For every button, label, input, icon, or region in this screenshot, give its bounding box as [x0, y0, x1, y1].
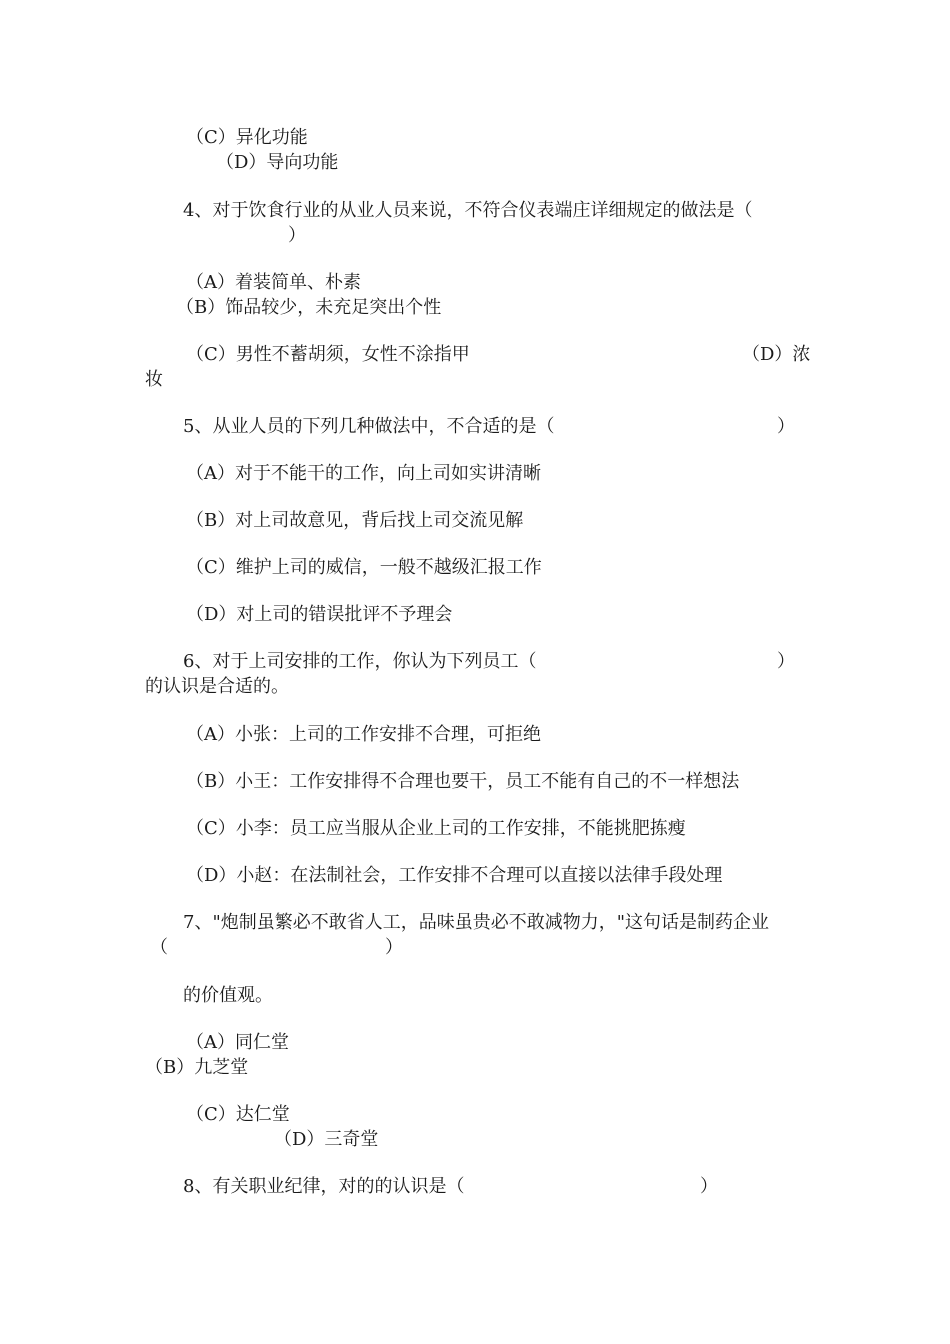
q7-option-d: （D）三奇堂 — [274, 1129, 379, 1150]
q4-option-a: （A）着装简单、朴素 — [186, 272, 361, 293]
q4-option-d-part2: 妆 — [145, 369, 163, 390]
q3-option-c: （C）异化功能 — [186, 127, 308, 148]
q3-option-d: （D）导向功能 — [216, 152, 339, 173]
q8-stem-close: ） — [700, 1176, 718, 1197]
q6-stem-line2: 的认识是合适的。 — [145, 676, 289, 697]
q4-stem-line1: 4、对于饮食行业的从业人员来说，不符合仪表端庄详细规定的做法是（ — [183, 200, 753, 221]
q4-option-c: （C）男性不蓄胡须，女性不涂指甲 — [186, 344, 470, 365]
q6-stem-close: ） — [777, 651, 795, 672]
q7-stem-close: ） — [385, 937, 403, 958]
q5-stem: 5、从业人员的下列几种做法中，不合适的是（ — [183, 416, 555, 437]
q5-option-a: （A）对于不能干的工作，向上司如实讲清晰 — [186, 463, 541, 484]
q5-option-b: （B）对上司故意见，背后找上司交流见解 — [186, 510, 524, 531]
q6-option-b: （B）小王：工作安排得不合理也要干，员工不能有自己的不一样想法 — [186, 771, 740, 792]
q4-option-d-part1: （D）浓 — [742, 344, 811, 365]
q4-stem-close: ） — [288, 225, 306, 246]
q4-option-b: （B）饰品较少，未充足突出个性 — [176, 297, 442, 318]
q7-option-a: （A）同仁堂 — [186, 1032, 289, 1053]
q6-option-c: （C）小李：员工应当服从企业上司的工作安排，不能挑肥拣瘦 — [186, 818, 686, 839]
q5-option-d: （D）对上司的错误批评不予理会 — [186, 604, 453, 625]
q7-stem-open: （ — [150, 937, 168, 958]
q6-option-d: （D）小赵：在法制社会，工作安排不合理可以直接以法律手段处理 — [186, 865, 723, 886]
q7-option-b: （B）九芝堂 — [145, 1057, 249, 1078]
q6-option-a: （A）小张：上司的工作安排不合理，可拒绝 — [186, 724, 541, 745]
q7-option-c: （C）达仁堂 — [186, 1104, 290, 1125]
q7-stem-line3: 的价值观。 — [183, 985, 273, 1006]
q5-stem-close: ） — [777, 416, 795, 437]
q7-stem-line1: 7、"炮制虽繁必不敢省人工，品味虽贵必不敢减物力，"这句话是制药企业 — [183, 912, 770, 933]
q6-stem-line1: 6、对于上司安排的工作，你认为下列员工（ — [183, 651, 537, 672]
q8-stem: 8、有关职业纪律，对的的认识是（ — [183, 1176, 465, 1197]
q5-option-c: （C）维护上司的威信，一般不越级汇报工作 — [186, 557, 542, 578]
